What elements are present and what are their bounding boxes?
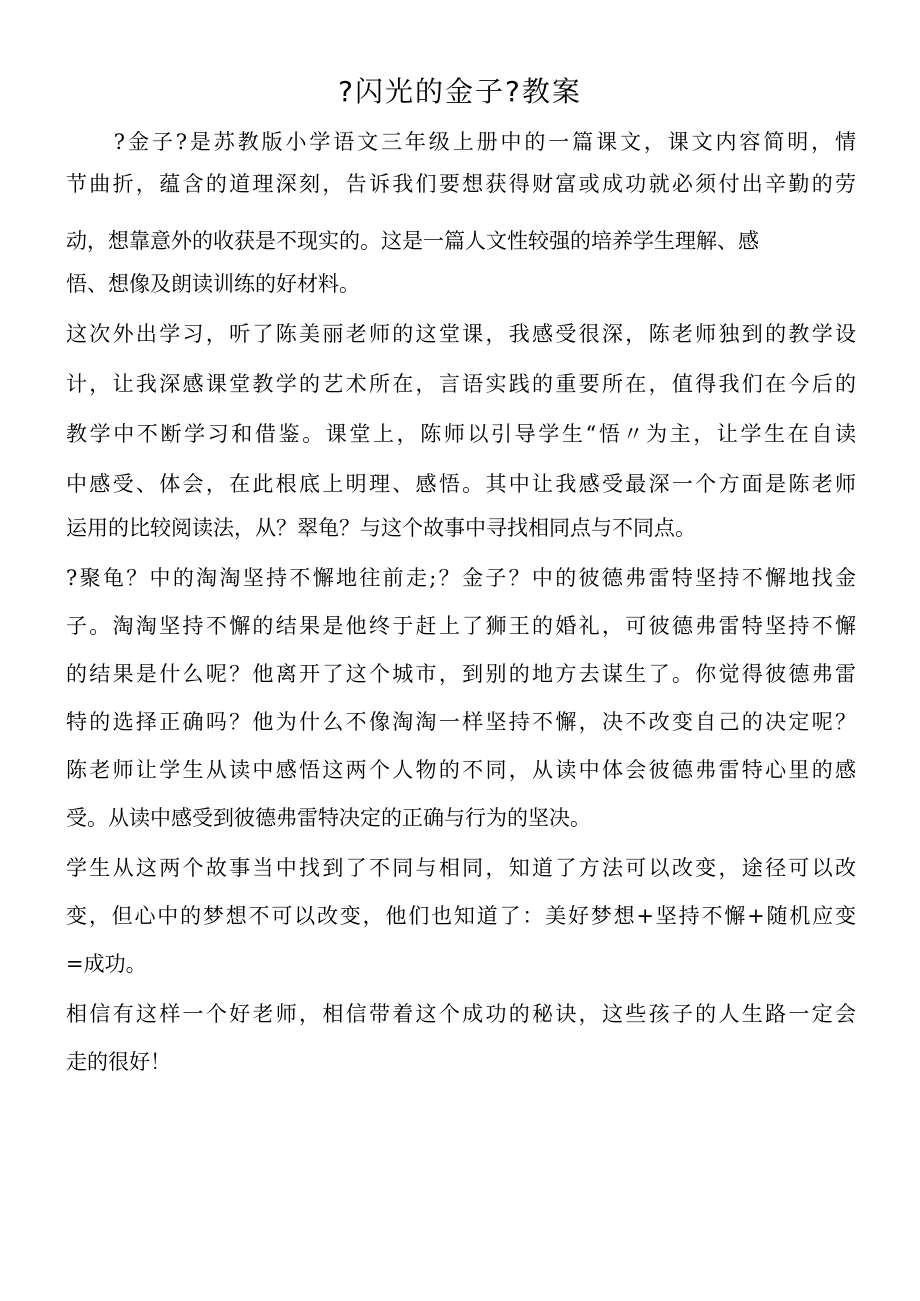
paragraph-2-line-5: 运用的比较阅读法，从？翠龟？与这个故事中寻找相同点与不同点。	[66, 516, 696, 540]
paragraph-1-line-3: 动，想靠意外的收获是不现实的。这是一篇人文性较强的培养学生理解、感	[66, 229, 759, 253]
paragraph-3-line-6: 受。从读中感受到彼德弗雷特决定的正确与行为的坚决。	[66, 806, 591, 830]
paragraph-4-line-3: =成功。	[66, 952, 147, 976]
document-title: ?闪光的金子?教案	[338, 75, 582, 108]
paragraph-3-line-5: 陈老师让学生从读中感悟这两个人物的不同，从读中体会彼德弗雷特心里的感	[66, 758, 856, 782]
paragraph-5-line-2: 走的很好！	[66, 1050, 171, 1074]
paragraph-5-line-1: 相信有这样一个好老师，相信带着这个成功的秘诀，这些孩子的人生路一定会	[66, 1002, 856, 1026]
paragraph-1-line-1: ?金子?是苏教版小学语文三年级上册中的一篇课文，课文内容简明，情	[66, 130, 856, 154]
paragraph-3-line-1: ?聚龟？中的淘淘坚持不懈地往前走;？金子？中的彼德弗雷特坚持不懈地找金	[66, 566, 856, 590]
paragraph-2-line-2: 计，让我深感课堂教学的艺术所在，言语实践的重要所在，值得我们在今后的	[66, 372, 856, 396]
paragraph-2-line-1: 这次外出学习，听了陈美丽老师的这堂课，我感受很深，陈老师独到的教学设	[66, 322, 856, 346]
paragraph-1-line-2: 节曲折，蕴含的道理深刻，告诉我们要想获得财富或成功就必须付出辛勤的劳	[66, 172, 856, 196]
paragraph-3-line-2: 子。淘淘坚持不懈的结果是他终于赶上了狮王的婚礼，可彼德弗雷特坚持不懈	[66, 614, 856, 638]
paragraph-2-line-3: 教学中不断学习和借鉴。课堂上，陈师以引导学生“悟〃为主，让学生在自读	[66, 422, 856, 446]
paragraph-1-line-4: 悟、想像及朗读训练的好材料。	[66, 272, 360, 296]
paragraph-4-line-2: 变，但心中的梦想不可以改变，他们也知道了：美好梦想+坚持不懈+随机应变	[66, 904, 856, 928]
paragraph-3-line-3: 的结果是什么呢？他离开了这个城市，到别的地方去谋生了。你觉得彼德弗雷	[66, 662, 856, 686]
paragraph-2-line-4: 中感受、体会，在此根底上明理、感悟。其中让我感受最深一个方面是陈老师	[66, 472, 856, 496]
paragraph-3-line-4: 特的选择正确吗？他为什么不像淘淘一样坚持不懈，决不改变自己的决定呢？	[66, 710, 856, 734]
paragraph-4-line-1: 学生从这两个故事当中找到了不同与相同，知道了方法可以改变，途径可以改	[66, 856, 856, 880]
